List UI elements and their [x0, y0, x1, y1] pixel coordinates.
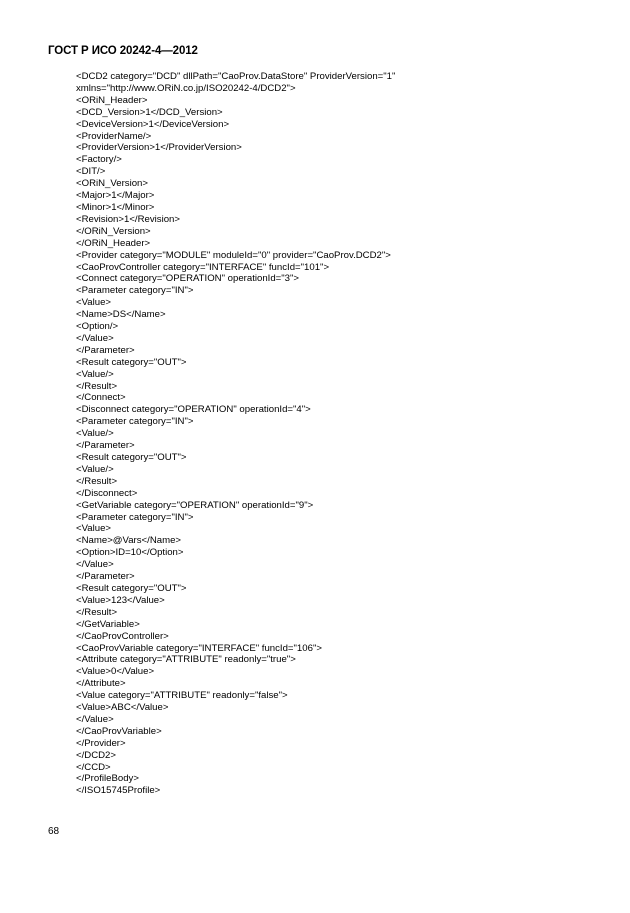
code-line: </ORiN_Header>	[76, 237, 151, 249]
code-line: <DIT/>	[76, 166, 106, 178]
code-line: <Name>DS</Name>	[76, 309, 166, 321]
code-line: <ProviderName/>	[76, 130, 152, 142]
code-line: </Attribute>	[76, 678, 126, 690]
code-line: </Result>	[76, 606, 118, 618]
code-line: </Value>	[76, 559, 114, 571]
code-line: </CCD>	[76, 761, 111, 773]
code-line: <Value>0</Value>	[76, 666, 155, 678]
code-line: <DeviceVersion>1</DeviceVersion>	[76, 118, 230, 130]
code-line: </Disconnect>	[76, 487, 138, 499]
code-line: </Parameter>	[76, 344, 135, 356]
xml-code-listing	[76, 71, 436, 797]
code-line: </DCD2>	[76, 749, 116, 761]
code-line: </Parameter>	[76, 440, 135, 452]
code-line: <Result category="OUT">	[76, 452, 187, 463]
code-line: <Value>	[76, 523, 112, 535]
code-line: <Parameter category="IN">	[76, 416, 194, 428]
code-line: <Option/>	[76, 321, 119, 333]
code-line: <ORiN_Version>	[76, 178, 148, 190]
code-line: <Name>@Vars</Name>	[76, 535, 182, 547]
code-line: <CaoProvVariable category="INTERFACE" funcId="106">	[76, 642, 322, 654]
document-header: ГОСТ Р ИСО 20242-4—2012	[48, 45, 198, 57]
code-line: </Result>	[76, 475, 118, 487]
code-line: <Disconnect category="OPERATION" operationId="4">	[76, 404, 311, 416]
code-line: </ProfileBody>	[76, 773, 139, 785]
code-line: <Attribute category="ATTRIBUTE" readonly="true">	[76, 654, 296, 666]
code-line: </GetVariable>	[76, 618, 140, 630]
code-line: <Revision>1</Revision>	[76, 213, 180, 225]
code-line: <ProviderVersion>1</ProviderVersion>	[76, 142, 242, 154]
code-line: <Provider category="MODULE" moduleId="0" provider="CaoProv.DCD2">	[76, 249, 391, 261]
code-line: </CaoProvVariable>	[76, 725, 162, 737]
code-line: <DCD_Version>1</DCD_Version>	[76, 106, 223, 118]
code-line: <Option>ID=10</Option>	[76, 547, 184, 559]
code-line: xmlns="http://www.ORiN.co.jp/ISO20242-4/DCD2">	[76, 82, 296, 94]
code-line: </Value>	[76, 332, 114, 344]
code-line: <Value/>	[76, 428, 114, 440]
code-line: </Value>	[76, 713, 114, 725]
code-line: <ORiN_Header>	[76, 94, 148, 106]
code-line: <Value>123</Value>	[76, 594, 165, 606]
code-line: </Connect>	[76, 392, 126, 404]
code-line: </Result>	[76, 380, 118, 392]
code-line: <Parameter category="IN">	[76, 285, 194, 297]
code-line: <CaoProvController category="INTERFACE" funcId="101">	[76, 261, 330, 273]
code-line: <Parameter category="IN">	[76, 511, 194, 523]
page-number: 68	[48, 826, 60, 837]
code-line: <Major>1</Major>	[76, 190, 155, 202]
code-line: <Value>	[76, 297, 112, 309]
code-line: </Parameter>	[76, 571, 135, 583]
code-line: <Result category="OUT">	[76, 582, 187, 594]
code-line: </ORiN_Version>	[76, 225, 151, 237]
code-line: <Result category="OUT">	[76, 356, 187, 368]
code-line: <Connect category="OPERATION" operationId="3">	[76, 273, 300, 285]
code-line: <GetVariable category="OPERATION" operationId="9">	[76, 499, 314, 511]
code-line: <Value/>	[76, 368, 114, 380]
code-line: <Factory/>	[76, 154, 122, 166]
code-line: </ISO15745Profile>	[76, 785, 161, 797]
code-line: <Value category="ATTRIBUTE" readonly="false">	[76, 690, 288, 702]
code-line: </CaoProvController>	[76, 630, 169, 642]
code-line: <Value/>	[76, 463, 114, 475]
code-line: <Minor>1</Minor>	[76, 201, 155, 213]
code-line: </Provider>	[76, 737, 126, 749]
code-line: <DCD2 category="DCD" dllPath="CaoProv.DataStore" ProviderVersion="1"	[76, 71, 396, 82]
code-line: <Value>ABC</Value>	[76, 702, 169, 714]
